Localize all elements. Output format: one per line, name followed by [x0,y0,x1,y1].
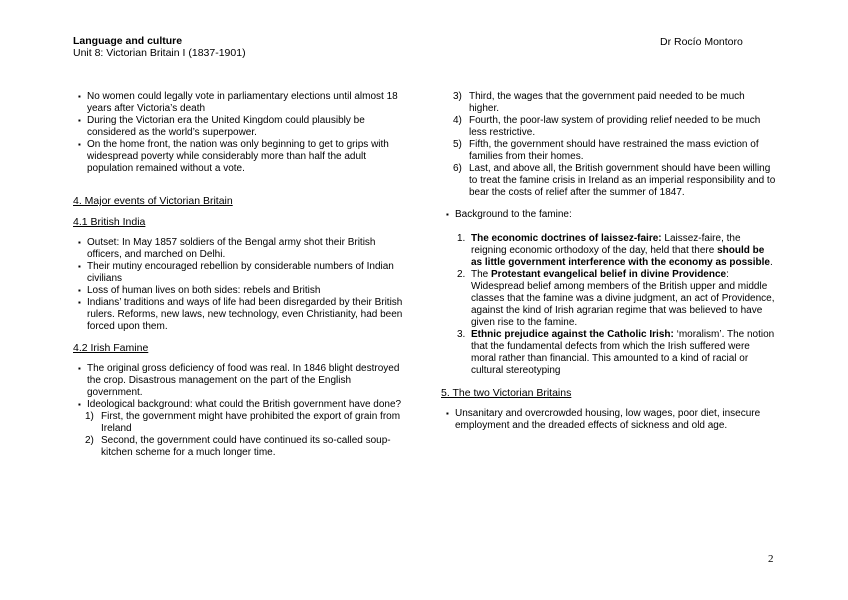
list-item [441,139,776,163]
list-item: ▪ Indians’ traditions and ways of life had been disregarded by their British rulers. Reforms, new laws, new technology, even Christianity, had been forced upon them. [73,297,405,333]
list-item [441,163,776,199]
item-text: ‘moralism’. The notion that the fundamental defects from which the Irish suffered were moral rather than financial. This amounted to a kind of racial or cultural stereotyping [471,329,775,376]
list-item: ▪ During the Victorian era the United Kingdom could plausibly be considered as the world’s superpower. [73,115,405,139]
list-item [73,399,405,411]
item-number: 4) [453,115,462,126]
right-column [441,91,776,432]
item-number: 3. [457,329,466,340]
item-number: 2. [457,269,466,280]
item-text: First, the government might have prohibited the export of grain from Ireland [101,411,401,434]
left-column [73,91,405,459]
item-bold-text: should be as little government interference with the economy as possible [471,245,770,268]
item-bold-text: Ethnic prejudice against the Catholic Irish: [471,329,674,340]
list-item: ▪ Loss of human lives on both sides: rebels and British [73,285,405,297]
list-item: ▪ Their mutiny encouraged rebellion by considerable numbers of Indian civilians [73,261,405,285]
item-number: 2) [85,435,94,446]
section-heading-4-2: 4.2 Irish Famine [73,342,149,354]
list-item-text: Ideological background: what could the British government have done? [87,399,402,410]
section-heading-4-1: 4.1 British India [73,216,146,228]
famine-options-list-continued [441,91,776,199]
list-item [73,411,405,435]
item-text: Fifth, the government should have restrained the mass eviction of families from their homes. [469,139,759,162]
item-text: Third, the wages that the government paid needed to be much higher. [469,91,745,114]
document-title: Language and culture [73,35,183,47]
list-item [441,269,776,329]
item-bold-text: The economic doctrines of laissez-faire: [471,233,662,244]
list-item: ▪ The original gross deficiency of food was real. In 1846 blight destroyed the crop. Disastrous management on the part of the English government. [73,363,405,399]
famine-options-list [73,411,405,459]
page-header [73,35,403,59]
item-text: The [471,269,492,280]
page-number: 2 [768,553,774,565]
india-bullet-list [73,237,405,333]
list-item: ▪ Background to the famine: [441,209,776,221]
list-item: ▪ No women could legally vote in parliamentary elections until almost 18 years after Victoria’s death [73,91,405,115]
list-item: ▪ On the home front, the nation was only beginning to get to grips with widespread poverty while considerably more than half the adult population remained without a vote. [73,139,405,175]
list-item [441,329,776,377]
list-item: ▪ Unsanitary and overcrowded housing, low wages, poor diet, insecure employment and the dreaded effects of sickness and old age. [441,408,776,432]
list-item: ▪ Outset: In May 1857 soldiers of the Bengal army shot their British officers, and marched on Delhi. [73,237,405,261]
item-text: . [769,257,773,268]
item-number: 1. [457,233,466,244]
section-heading-4: 4. Major events of Victorian Britain [73,195,233,207]
background-bullet-list [441,209,776,221]
section-heading-5: 5. The two Victorian Britains [441,387,572,399]
item-text: Last, and above all, the British government should have been willing to treat the famine crisis in Ireland as an imperial responsibility and to bear the costs of relief after the summer of 1847. [469,163,776,198]
item-text: Second, the government could have continued its so-called soup-kitchen scheme for a much longer time. [101,435,391,458]
list-item [441,233,776,269]
item-number: 3) [453,91,462,102]
famine-bullet-list [73,363,405,411]
list-item [441,91,776,115]
item-number: 6) [453,163,462,174]
background-causes-list [441,233,776,377]
item-number: 1) [85,411,94,422]
document-subtitle: Unit 8: Victorian Britain I (1837-1901) [73,47,246,59]
list-item [441,115,776,139]
author-name: Dr Rocío Montoro [660,36,743,48]
item-text: Laissez-faire, the reigning economic orthodoxy of the day, held that there [471,233,741,256]
item-text: Fourth, the poor-law system of providing relief needed to be much less restrictive. [469,115,761,138]
item-bold-text: Protestant evangelical belief in divine Providence [491,269,727,280]
intro-bullet-list [73,91,405,175]
item-number: 5) [453,139,462,150]
item-text: : Widespread belief among members of the British upper and middle classes that the famine was a divine judgment, an act of Providence, against the kind of Irish agrarian regime that was believed to have given rise to the famine. [471,269,775,328]
two-britains-bullet-list [441,408,776,432]
list-item [73,435,405,459]
